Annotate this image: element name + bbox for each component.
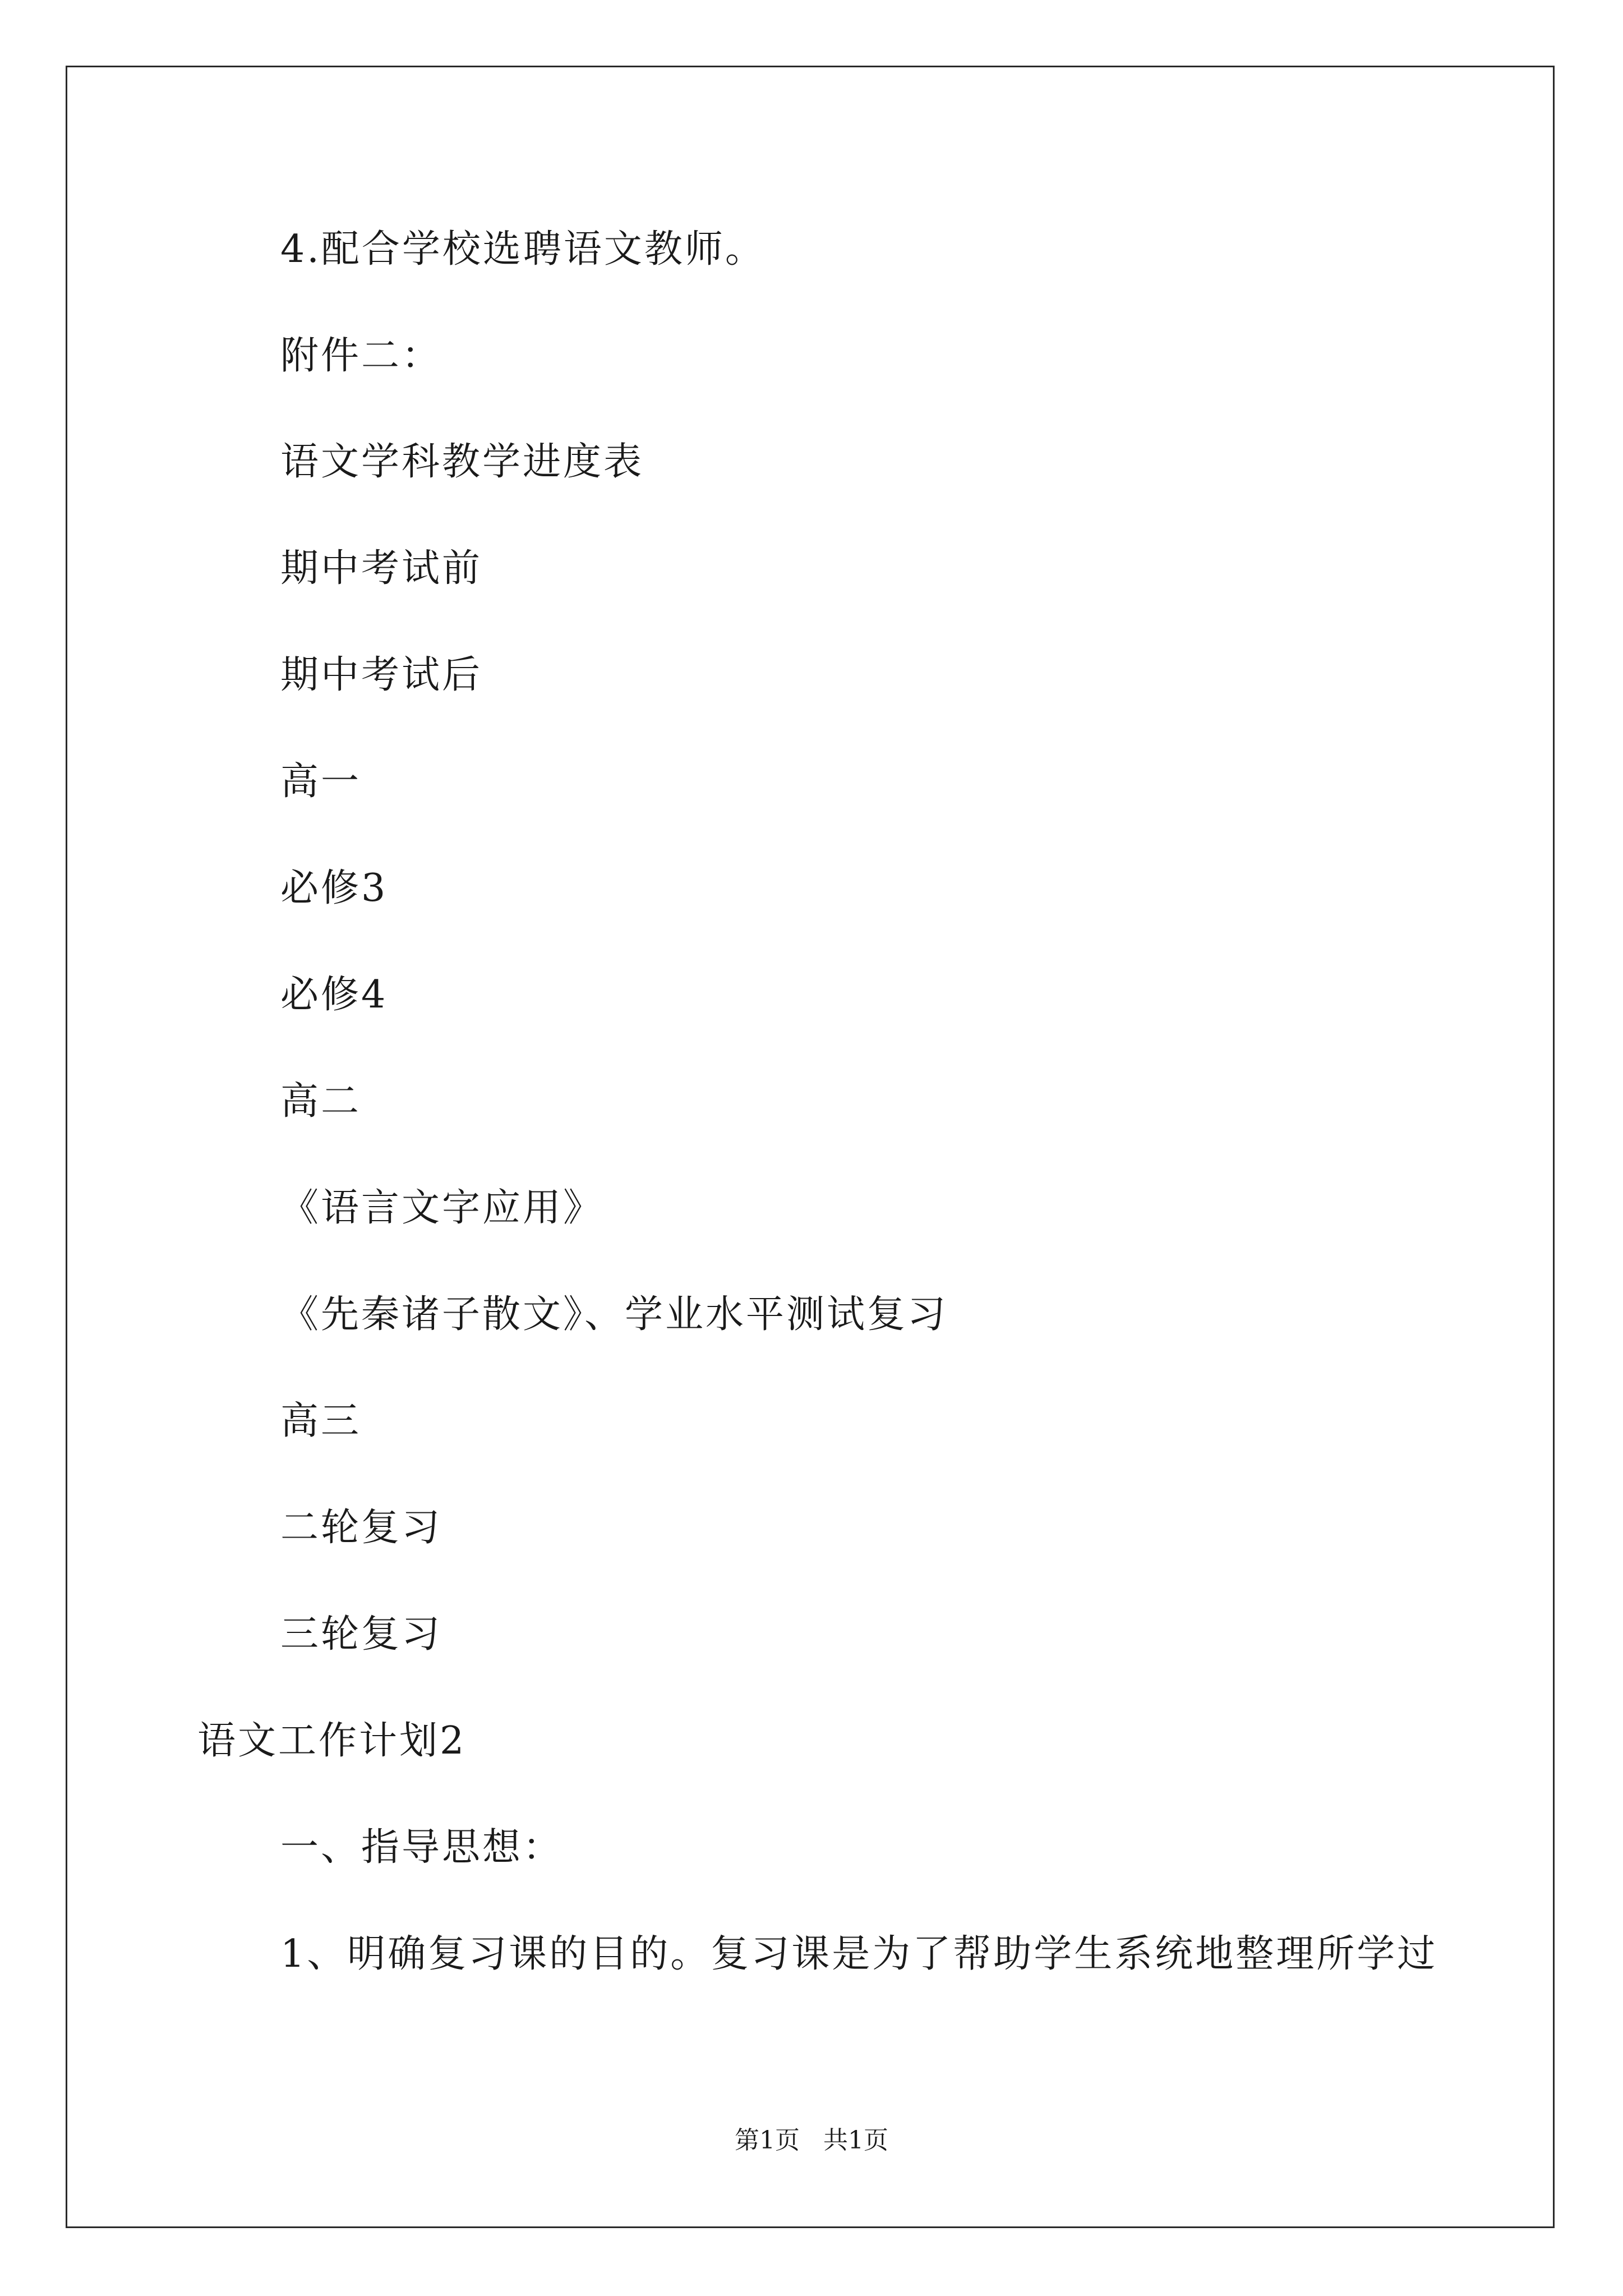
text-line: 期中考试前 (280, 546, 483, 591)
text-line: 必修4 (280, 973, 388, 1017)
text-line: 期中考试后 (280, 653, 483, 697)
text-line: 《语言文字应用》 (280, 1186, 604, 1230)
text-line: 一、指导思想： (280, 1825, 564, 1870)
text-line: 1、明确复习课的目的。复习课是为了帮助学生系统地整理所学过 (280, 1932, 1438, 1976)
text-line: 必修3 (280, 866, 388, 910)
page-footer: 第1页 共1页 (735, 2126, 888, 2155)
text-line: 附件二： (280, 334, 442, 378)
text-line: 高三 (280, 1399, 362, 1443)
text-line: 语文学科教学进度表 (280, 440, 644, 484)
section-heading: 语文工作计划2 (197, 1719, 467, 1763)
page-border (66, 66, 1555, 2228)
text-line: 高一 (280, 760, 362, 804)
text-line: 三轮复习 (280, 1612, 442, 1657)
text-line: 4.配合学校选聘语文教师。 (280, 227, 766, 272)
text-line: 二轮复习 (280, 1506, 442, 1550)
text-line: 高二 (280, 1079, 362, 1124)
text-line: 《先秦诸子散文》、学业水平测试复习 (280, 1292, 948, 1337)
